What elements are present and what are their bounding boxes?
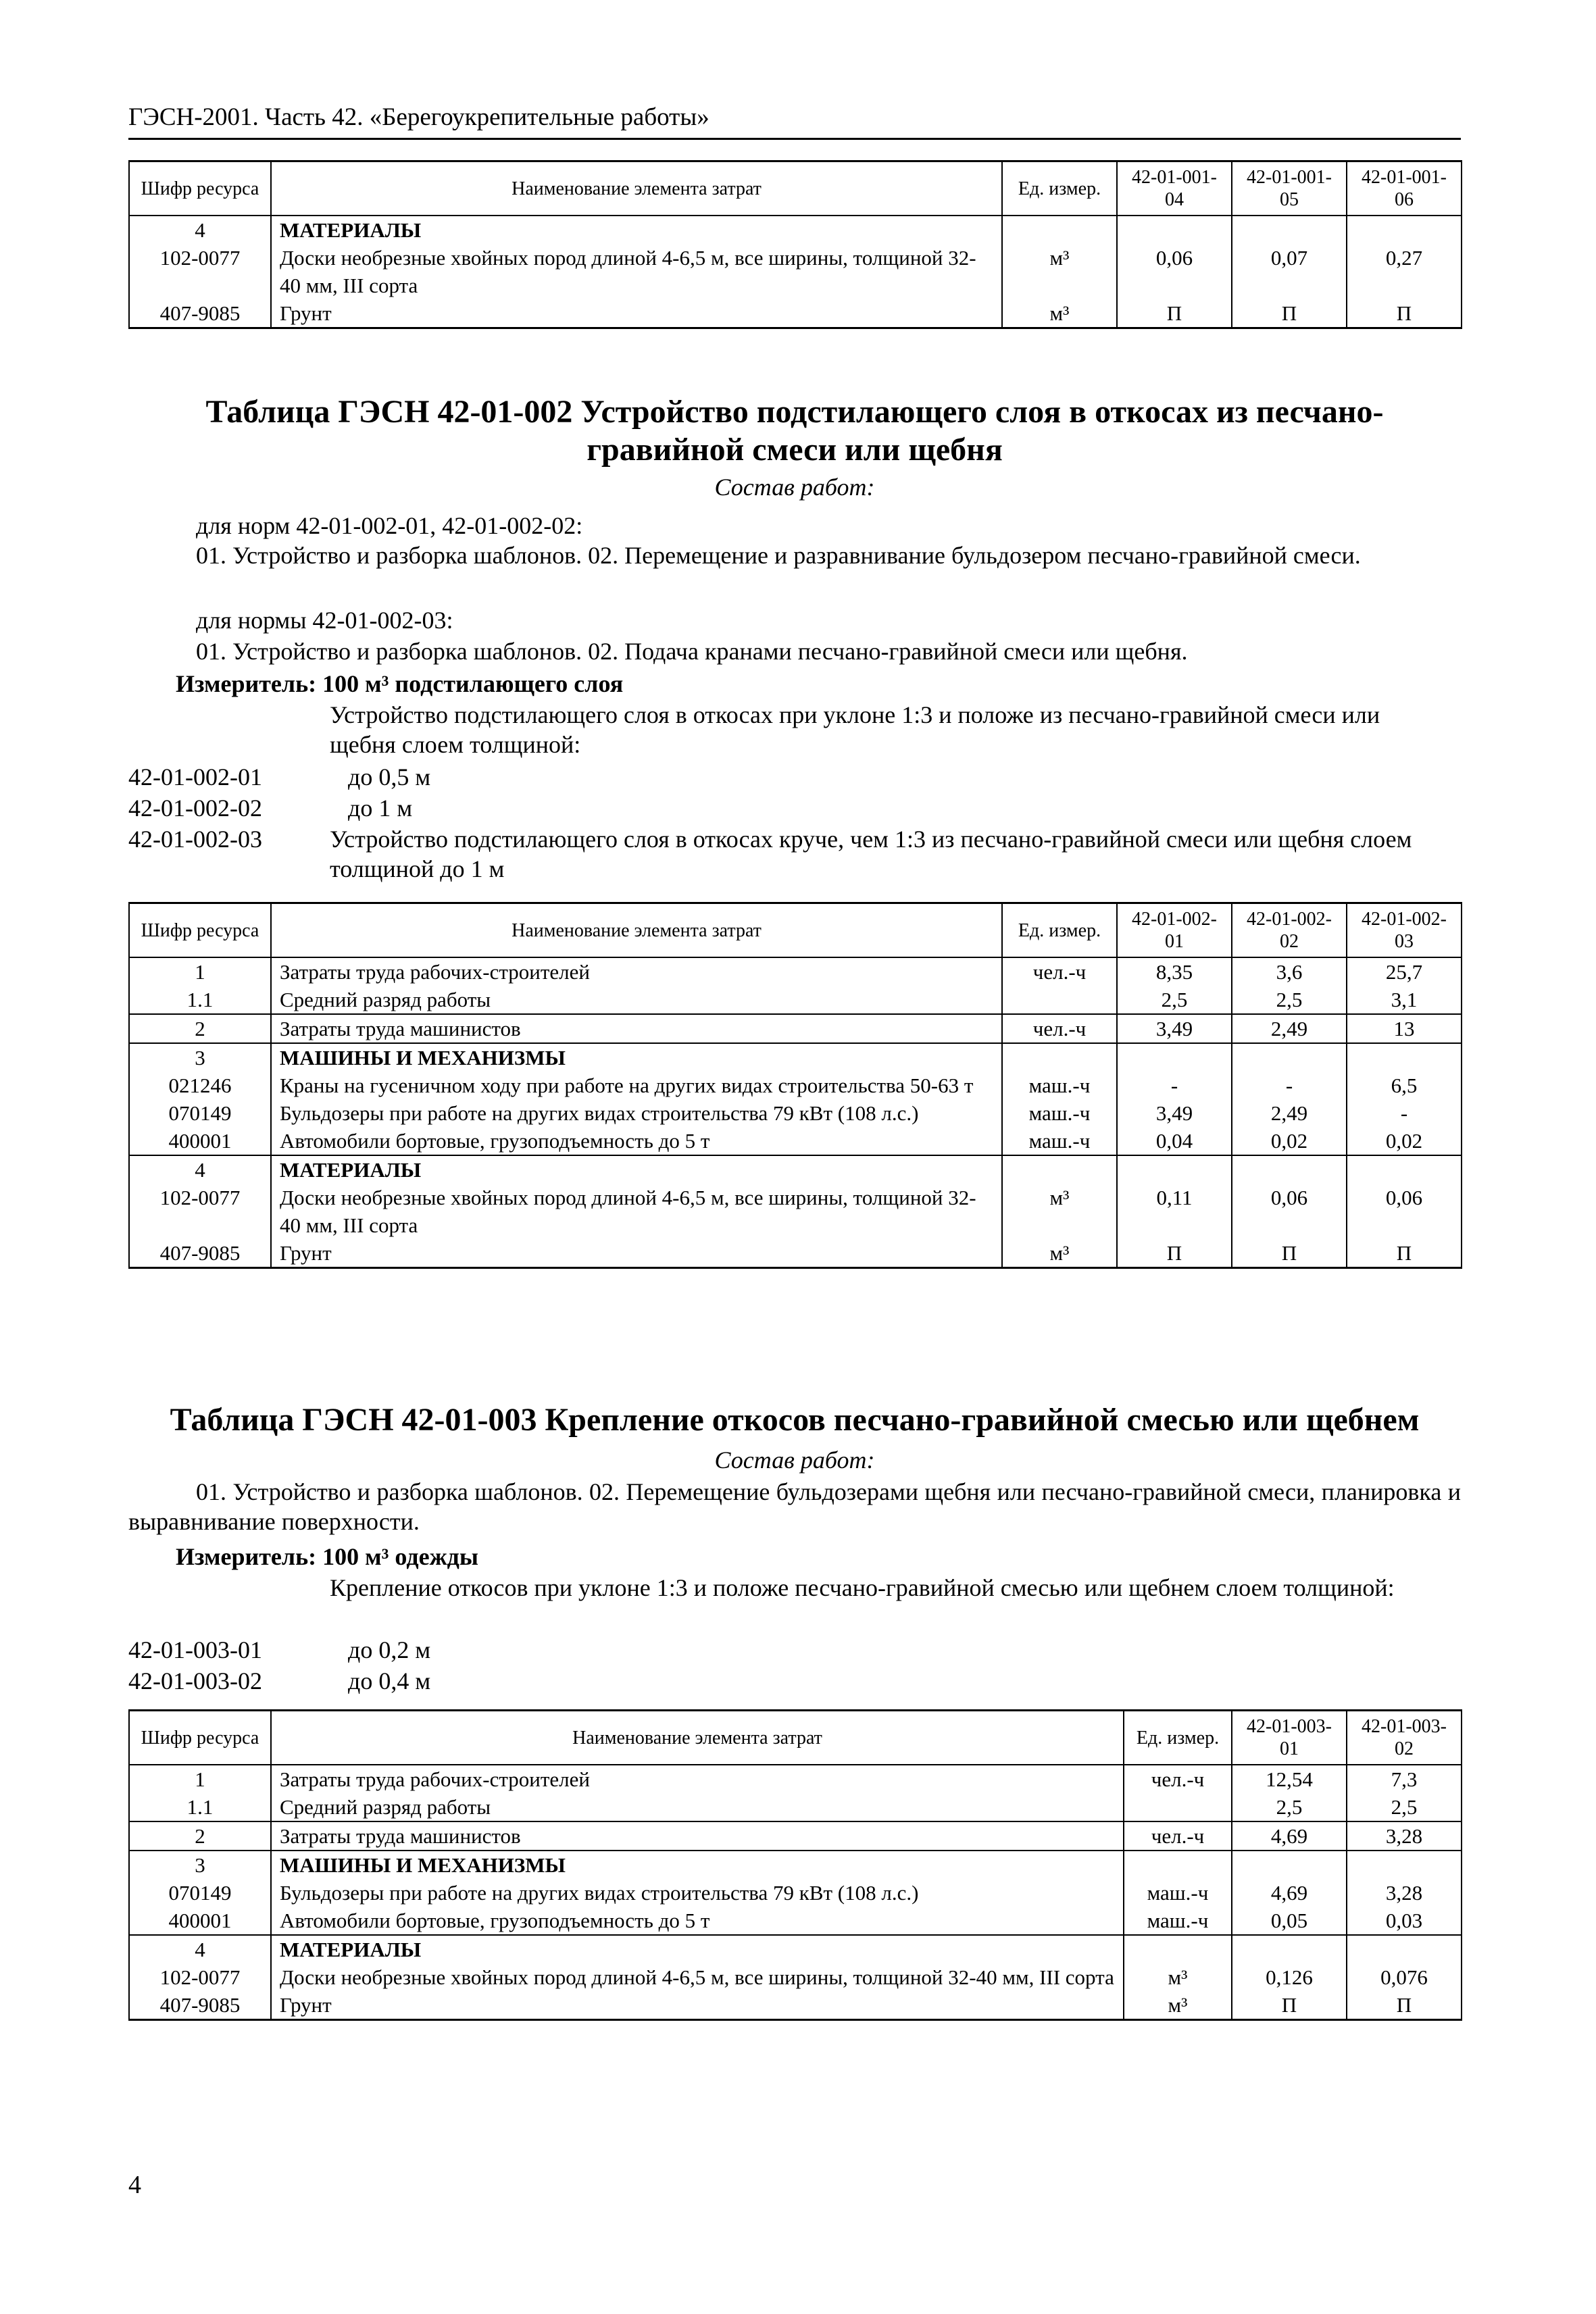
row-value: 25,7 <box>1347 957 1462 986</box>
col-header-code: Шифр ресурса <box>129 903 271 958</box>
row-value: 0,06 <box>1347 1184 1462 1239</box>
table-row <box>129 1072 1462 1099</box>
table-row <box>129 957 1462 986</box>
work-text: 01. Устройство и разборка шаблонов. 02. Перемещение бульдозерами щебня или песчано-гравийной смеси, планировка и выравнивание поверхности. <box>128 1478 1461 1535</box>
row-code: 1 <box>129 1765 271 1793</box>
row-name: Затраты труда машинистов <box>271 1821 1124 1851</box>
row-value: 0,076 <box>1347 1963 1462 1991</box>
row-name: Средний разряд работы <box>271 986 1002 1014</box>
row-unit: маш.-ч <box>1002 1127 1117 1155</box>
row-value <box>1232 1043 1347 1072</box>
row-name: Доски необрезные хвойных пород длиной 4-6,5 м, все ширины, толщиной 32-40 мм, III сорта <box>271 1963 1124 1991</box>
row-unit: чел.-ч <box>1124 1765 1232 1793</box>
row-unit: маш.-ч <box>1124 1879 1232 1907</box>
table-row <box>129 1963 1462 1991</box>
col-header-norm: 42-01-002-02 <box>1232 903 1347 958</box>
row-value: 4,69 <box>1232 1879 1347 1907</box>
table-row <box>129 1935 1462 1963</box>
row-name: Затраты труда рабочих-строителей <box>271 1765 1124 1793</box>
row-value: 3,1 <box>1347 986 1462 1014</box>
row-value: 12,54 <box>1232 1765 1347 1793</box>
work-text: 01. Устройство и разборка шаблонов. 02. Подача кранами песчано-гравийной смеси или щебня. <box>196 638 1188 665</box>
col-header-name: Наименование элемента затрат <box>271 161 1002 216</box>
row-value: 2,49 <box>1232 1014 1347 1043</box>
row-name: Грунт <box>271 1991 1124 2020</box>
table-row <box>129 1851 1462 1879</box>
row-name: Бульдозеры при работе на других видах строительства 79 кВт (108 л.с.) <box>271 1099 1002 1127</box>
row-value: 13 <box>1347 1014 1462 1043</box>
row-name: Краны на гусеничном ходу при работе на других видах строительства 50-63 т <box>271 1072 1002 1099</box>
row-value: 2,5 <box>1232 986 1347 1014</box>
row-code: 400001 <box>129 1127 271 1155</box>
col-header-norm: 42-01-001-06 <box>1347 161 1462 216</box>
row-unit: маш.-ч <box>1002 1072 1117 1099</box>
row-name <box>271 216 1002 244</box>
row-name <box>271 1935 1124 1963</box>
row-value: 8,35 <box>1117 957 1232 986</box>
row-value: 0,06 <box>1117 244 1232 299</box>
row-value: 2,5 <box>1347 1793 1462 1821</box>
row-code: 1 <box>129 957 271 986</box>
row-code: 021246 <box>129 1072 271 1099</box>
row-value <box>1232 1155 1347 1184</box>
norm-text: до 0,5 м <box>348 763 431 790</box>
row-value <box>1347 1935 1462 1963</box>
section-title: Таблица ГЭСН 42-01-002 Устройство подстилающего слоя в откосах из песчано-гравийной смеси или щебня <box>205 394 1384 468</box>
table-row <box>129 1014 1462 1043</box>
col-header-unit: Ед. измер. <box>1002 903 1117 958</box>
table-row <box>129 299 1462 328</box>
table-42-01-001 <box>128 160 1462 329</box>
group-heading: МАТЕРИАЛЫ <box>280 1158 422 1182</box>
row-value: П <box>1117 299 1232 328</box>
row-value: 0,03 <box>1347 1907 1462 1935</box>
col-header-code: Шифр ресурса <box>129 1711 271 1765</box>
row-value: П <box>1232 1991 1347 2020</box>
table-row <box>129 1099 1462 1127</box>
col-header-norm: 42-01-001-04 <box>1117 161 1232 216</box>
table-row <box>129 1043 1462 1072</box>
row-value: 7,3 <box>1347 1765 1462 1793</box>
row-code: 4 <box>129 1935 271 1963</box>
norms-label: для нормы 42-01-002-03: <box>196 607 453 634</box>
row-name: Грунт <box>271 1239 1002 1268</box>
row-code: 1.1 <box>129 1793 271 1821</box>
row-code: 3 <box>129 1851 271 1879</box>
row-unit: м³ <box>1002 1239 1117 1268</box>
row-value: 0,27 <box>1347 244 1462 299</box>
work-composition-label: Состав работ: <box>714 474 875 501</box>
row-code: 407-9085 <box>129 1239 271 1268</box>
row-code: 3 <box>129 1043 271 1072</box>
norms-label: для норм 42-01-002-01, 42-01-002-02: <box>196 512 583 539</box>
row-unit: м³ <box>1124 1991 1232 2020</box>
row-code: 407-9085 <box>129 1991 271 2020</box>
row-unit <box>1002 1155 1117 1184</box>
row-unit <box>1124 1793 1232 1821</box>
row-code: 102-0077 <box>129 1184 271 1239</box>
page-number: 4 <box>128 2171 141 2199</box>
row-value: П <box>1232 1239 1347 1268</box>
header-rule <box>128 138 1461 140</box>
row-unit <box>1124 1851 1232 1879</box>
row-value: 0,06 <box>1232 1184 1347 1239</box>
row-name: Затраты труда рабочих-строителей <box>271 957 1002 986</box>
row-value: 3,49 <box>1117 1014 1232 1043</box>
row-code: 070149 <box>129 1879 271 1907</box>
group-heading: МАШИНЫ И МЕХАНИЗМЫ <box>280 1853 566 1877</box>
row-unit: м³ <box>1124 1963 1232 1991</box>
row-value: П <box>1117 1239 1232 1268</box>
row-value: 0,04 <box>1117 1127 1232 1155</box>
col-header-code: Шифр ресурса <box>129 161 271 216</box>
row-value: П <box>1347 1991 1462 2020</box>
row-unit: м³ <box>1002 299 1117 328</box>
row-value: 0,126 <box>1232 1963 1347 1991</box>
row-value <box>1347 216 1462 244</box>
row-value: 0,07 <box>1232 244 1347 299</box>
norm-text: до 0,2 м <box>348 1636 431 1663</box>
row-code: 400001 <box>129 1907 271 1935</box>
row-value <box>1232 1935 1347 1963</box>
row-unit <box>1002 986 1117 1014</box>
row-value <box>1347 1851 1462 1879</box>
table-row <box>129 1991 1462 2020</box>
meter-line: Измеритель: 100 м³ одежды <box>176 1543 478 1570</box>
row-value <box>1117 216 1232 244</box>
row-name: Затраты труда машинистов <box>271 1014 1002 1043</box>
row-name <box>271 1155 1002 1184</box>
row-name <box>271 1043 1002 1072</box>
table-row <box>129 1821 1462 1851</box>
norm-code: 42-01-003-02 <box>128 1667 262 1694</box>
row-value <box>1117 1155 1232 1184</box>
row-code: 4 <box>129 1155 271 1184</box>
row-value <box>1347 1043 1462 1072</box>
row-unit: м³ <box>1002 244 1117 299</box>
norm-text: до 0,4 м <box>348 1667 431 1694</box>
row-code: 407-9085 <box>129 299 271 328</box>
row-name: Грунт <box>271 299 1002 328</box>
row-code: 1.1 <box>129 986 271 1014</box>
row-value: 6,5 <box>1347 1072 1462 1099</box>
table-row <box>129 216 1462 244</box>
table-row <box>129 986 1462 1014</box>
row-name: Доски необрезные хвойных пород длиной 4-6,5 м, все ширины, толщиной 32-40 мм, III сорта <box>271 1184 1002 1239</box>
row-value: 2,5 <box>1232 1793 1347 1821</box>
row-code: 102-0077 <box>129 244 271 299</box>
group-heading: МАТЕРИАЛЫ <box>280 1938 422 1961</box>
table-row <box>129 1239 1462 1268</box>
row-value: 0,02 <box>1232 1127 1347 1155</box>
work-text: 01. Устройство и разборка шаблонов. 02. Перемещение и разравнивание бульдозером песчано-гравийной смеси. <box>196 542 1361 569</box>
row-code: 070149 <box>129 1099 271 1127</box>
table-42-01-002 <box>128 902 1462 1269</box>
row-code: 2 <box>129 1014 271 1043</box>
row-unit <box>1002 1043 1117 1072</box>
row-name: Средний разряд работы <box>271 1793 1124 1821</box>
table-row <box>129 1127 1462 1155</box>
row-code: 102-0077 <box>129 1963 271 1991</box>
row-name: Автомобили бортовые, грузоподъемность до 5 т <box>271 1907 1124 1935</box>
table-42-01-003 <box>128 1709 1462 2021</box>
norm-text: Устройство подстилающего слоя в откосах круче, чем 1:3 из песчано-гравийной смеси или щебня слоем толщиной до 1 м <box>330 826 1412 882</box>
row-unit <box>1002 216 1117 244</box>
col-header-norm: 42-01-002-03 <box>1347 903 1462 958</box>
work-composition-label: Состав работ: <box>714 1447 875 1474</box>
row-name <box>271 1851 1124 1879</box>
norm-code: 42-01-002-03 <box>128 826 262 853</box>
row-name: Бульдозеры при работе на других видах строительства 79 кВт (108 л.с.) <box>271 1879 1124 1907</box>
running-header: ГЭСН-2001. Часть 42. «Берегоукрепительные работы» <box>128 103 709 131</box>
row-value: 4,69 <box>1232 1821 1347 1851</box>
group-heading: МАТЕРИАЛЫ <box>280 218 422 242</box>
col-header-unit: Ед. измер. <box>1124 1711 1232 1765</box>
row-value: 3,28 <box>1347 1879 1462 1907</box>
group-heading: МАШИНЫ И МЕХАНИЗМЫ <box>280 1046 566 1070</box>
table-row <box>129 1155 1462 1184</box>
row-value: П <box>1347 1239 1462 1268</box>
norm-code: 42-01-003-01 <box>128 1636 262 1663</box>
section-title: Таблица ГЭСН 42-01-003 Крепление откосов песчано-гравийной смесью или щебнем <box>170 1402 1420 1438</box>
row-value: - <box>1232 1072 1347 1099</box>
row-unit: чел.-ч <box>1124 1821 1232 1851</box>
col-header-norm: 42-01-002-01 <box>1117 903 1232 958</box>
norm-code: 42-01-002-01 <box>128 763 262 790</box>
row-unit: м³ <box>1002 1184 1117 1239</box>
row-value: 2,5 <box>1117 986 1232 1014</box>
table-row <box>129 1793 1462 1821</box>
col-header-unit: Ед. измер. <box>1002 161 1117 216</box>
norm-intro: Крепление откосов при уклоне 1:3 и положе песчано-гравийной смесью или щебнем слоем толщиной: <box>330 1574 1395 1601</box>
meter-line: Измеритель: 100 м³ подстилающего слоя <box>176 670 624 697</box>
col-header-norm: 42-01-003-02 <box>1347 1711 1462 1765</box>
row-unit: чел.-ч <box>1002 1014 1117 1043</box>
row-unit <box>1124 1935 1232 1963</box>
row-value: 0,11 <box>1117 1184 1232 1239</box>
col-header-name: Наименование элемента затрат <box>271 903 1002 958</box>
col-header-norm: 42-01-001-05 <box>1232 161 1347 216</box>
row-value: 2,49 <box>1232 1099 1347 1127</box>
row-value: 3,49 <box>1117 1099 1232 1127</box>
row-value <box>1232 216 1347 244</box>
row-unit: чел.-ч <box>1002 957 1117 986</box>
table-row <box>129 1907 1462 1935</box>
row-code: 2 <box>129 1821 271 1851</box>
row-unit: маш.-ч <box>1002 1099 1117 1127</box>
row-value <box>1232 1851 1347 1879</box>
col-header-name: Наименование элемента затрат <box>271 1711 1124 1765</box>
row-value: - <box>1347 1099 1462 1127</box>
table-row <box>129 1765 1462 1793</box>
row-value: П <box>1232 299 1347 328</box>
norm-code: 42-01-002-02 <box>128 795 262 822</box>
row-name: Доски необрезные хвойных пород длиной 4-6,5 м, все ширины, толщиной 32-40 мм, III сорта <box>271 244 1002 299</box>
row-name: Автомобили бортовые, грузоподъемность до 5 т <box>271 1127 1002 1155</box>
row-value: 3,6 <box>1232 957 1347 986</box>
row-value: 0,02 <box>1347 1127 1462 1155</box>
col-header-norm: 42-01-003-01 <box>1232 1711 1347 1765</box>
row-value <box>1347 1155 1462 1184</box>
table-row <box>129 244 1462 299</box>
table-row <box>129 1879 1462 1907</box>
row-value: П <box>1347 299 1462 328</box>
row-code: 4 <box>129 216 271 244</box>
row-value: 3,28 <box>1347 1821 1462 1851</box>
table-row <box>129 1184 1462 1239</box>
row-value: - <box>1117 1072 1232 1099</box>
norm-intro: Устройство подстилающего слоя в откосах при уклоне 1:3 и положе из песчано-гравийной смеси или щебня слоем толщиной: <box>330 701 1380 758</box>
row-unit: маш.-ч <box>1124 1907 1232 1935</box>
row-value <box>1117 1043 1232 1072</box>
row-value: 0,05 <box>1232 1907 1347 1935</box>
norm-text: до 1 м <box>348 795 413 822</box>
